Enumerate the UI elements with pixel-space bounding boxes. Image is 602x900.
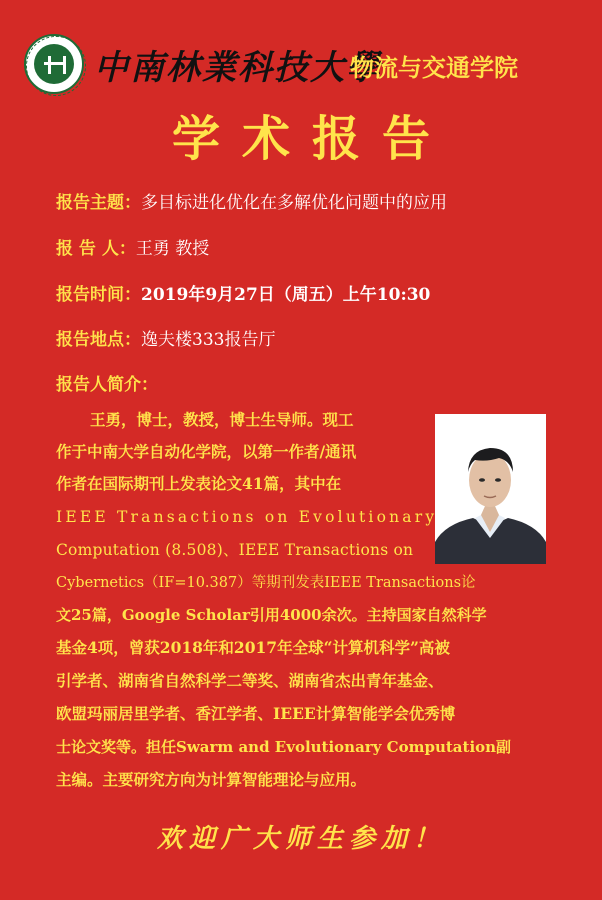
bio-line-9: 引学者、湖南省自然科学二等奖、湖南省杰出青年基金、: [56, 671, 444, 690]
time-value: 2019年9月27日（周五）上午10:30: [141, 285, 431, 305]
speaker-sep: ：: [118, 239, 136, 259]
speaker-label: 报 告 人: [56, 239, 119, 259]
header: [20, 30, 582, 100]
speaker-portrait-icon: [435, 414, 546, 564]
speaker-value: 王勇 教授: [135, 239, 210, 259]
time-label: 报告时间: [56, 285, 124, 305]
page-title: 学术报告: [171, 111, 452, 167]
topic-row: [56, 188, 447, 213]
topic-value: 多目标进化优化在多解优化问题中的应用: [141, 193, 447, 213]
speaker-row: [56, 234, 209, 259]
bio-line-12: 主编。主要研究方向为计算智能理论与应用。: [56, 770, 367, 789]
place-sep: ：: [124, 330, 141, 350]
bio-line-2: 作于中南大学自动化学院，以第一作者/通讯: [56, 442, 357, 461]
place-label: 报告地点: [56, 330, 124, 350]
school-name: 中南林業科技大學: [94, 48, 382, 88]
bio-line-11: 士论文奖等。担任Swarm and Evolutionary Computation副: [56, 738, 512, 756]
bio-label: 报告人简介：: [56, 375, 158, 395]
bio-line-4: IEEE Transactions on Evolutionary: [56, 508, 438, 526]
logo-mark: [48, 56, 66, 74]
speaker-photo: [435, 414, 546, 564]
welcome-message: 欢迎广大师生参加！: [156, 824, 445, 854]
college-name: 物流与交通学院: [350, 54, 518, 82]
bio-line-1: 王勇，博士，教授，博士生导师。现工: [90, 410, 354, 429]
bio-line-8: 基金4项，曾获2018年和2017年全球“计算机科学”高被: [56, 638, 450, 657]
bio-line-7: 文25篇，Google Scholar引用4000余次。主持国家自然科学: [56, 606, 487, 624]
place-value: 逸夫楼333报告厅: [141, 330, 276, 350]
topic-label: 报告主题: [56, 193, 124, 213]
bio-line-5: Computation (8.508)、IEEE Transactions on: [56, 541, 414, 559]
bio-line-6: Cybernetics（IF=10.387）等期刊发表IEEE Transactions论: [56, 575, 476, 591]
university-logo-icon: [24, 34, 84, 94]
topic-sep: ：: [124, 193, 141, 213]
bio-line-3: 作者在国际期刊上发表论文41篇，其中在: [56, 474, 342, 493]
time-row: [56, 280, 430, 305]
bio-line-10: 欧盟玛丽居里学者、香江学者、IEEE计算智能学会优秀博: [56, 704, 456, 723]
place-row: [56, 325, 275, 350]
time-sep: ：: [124, 285, 141, 305]
logo-emblem: [34, 44, 74, 84]
